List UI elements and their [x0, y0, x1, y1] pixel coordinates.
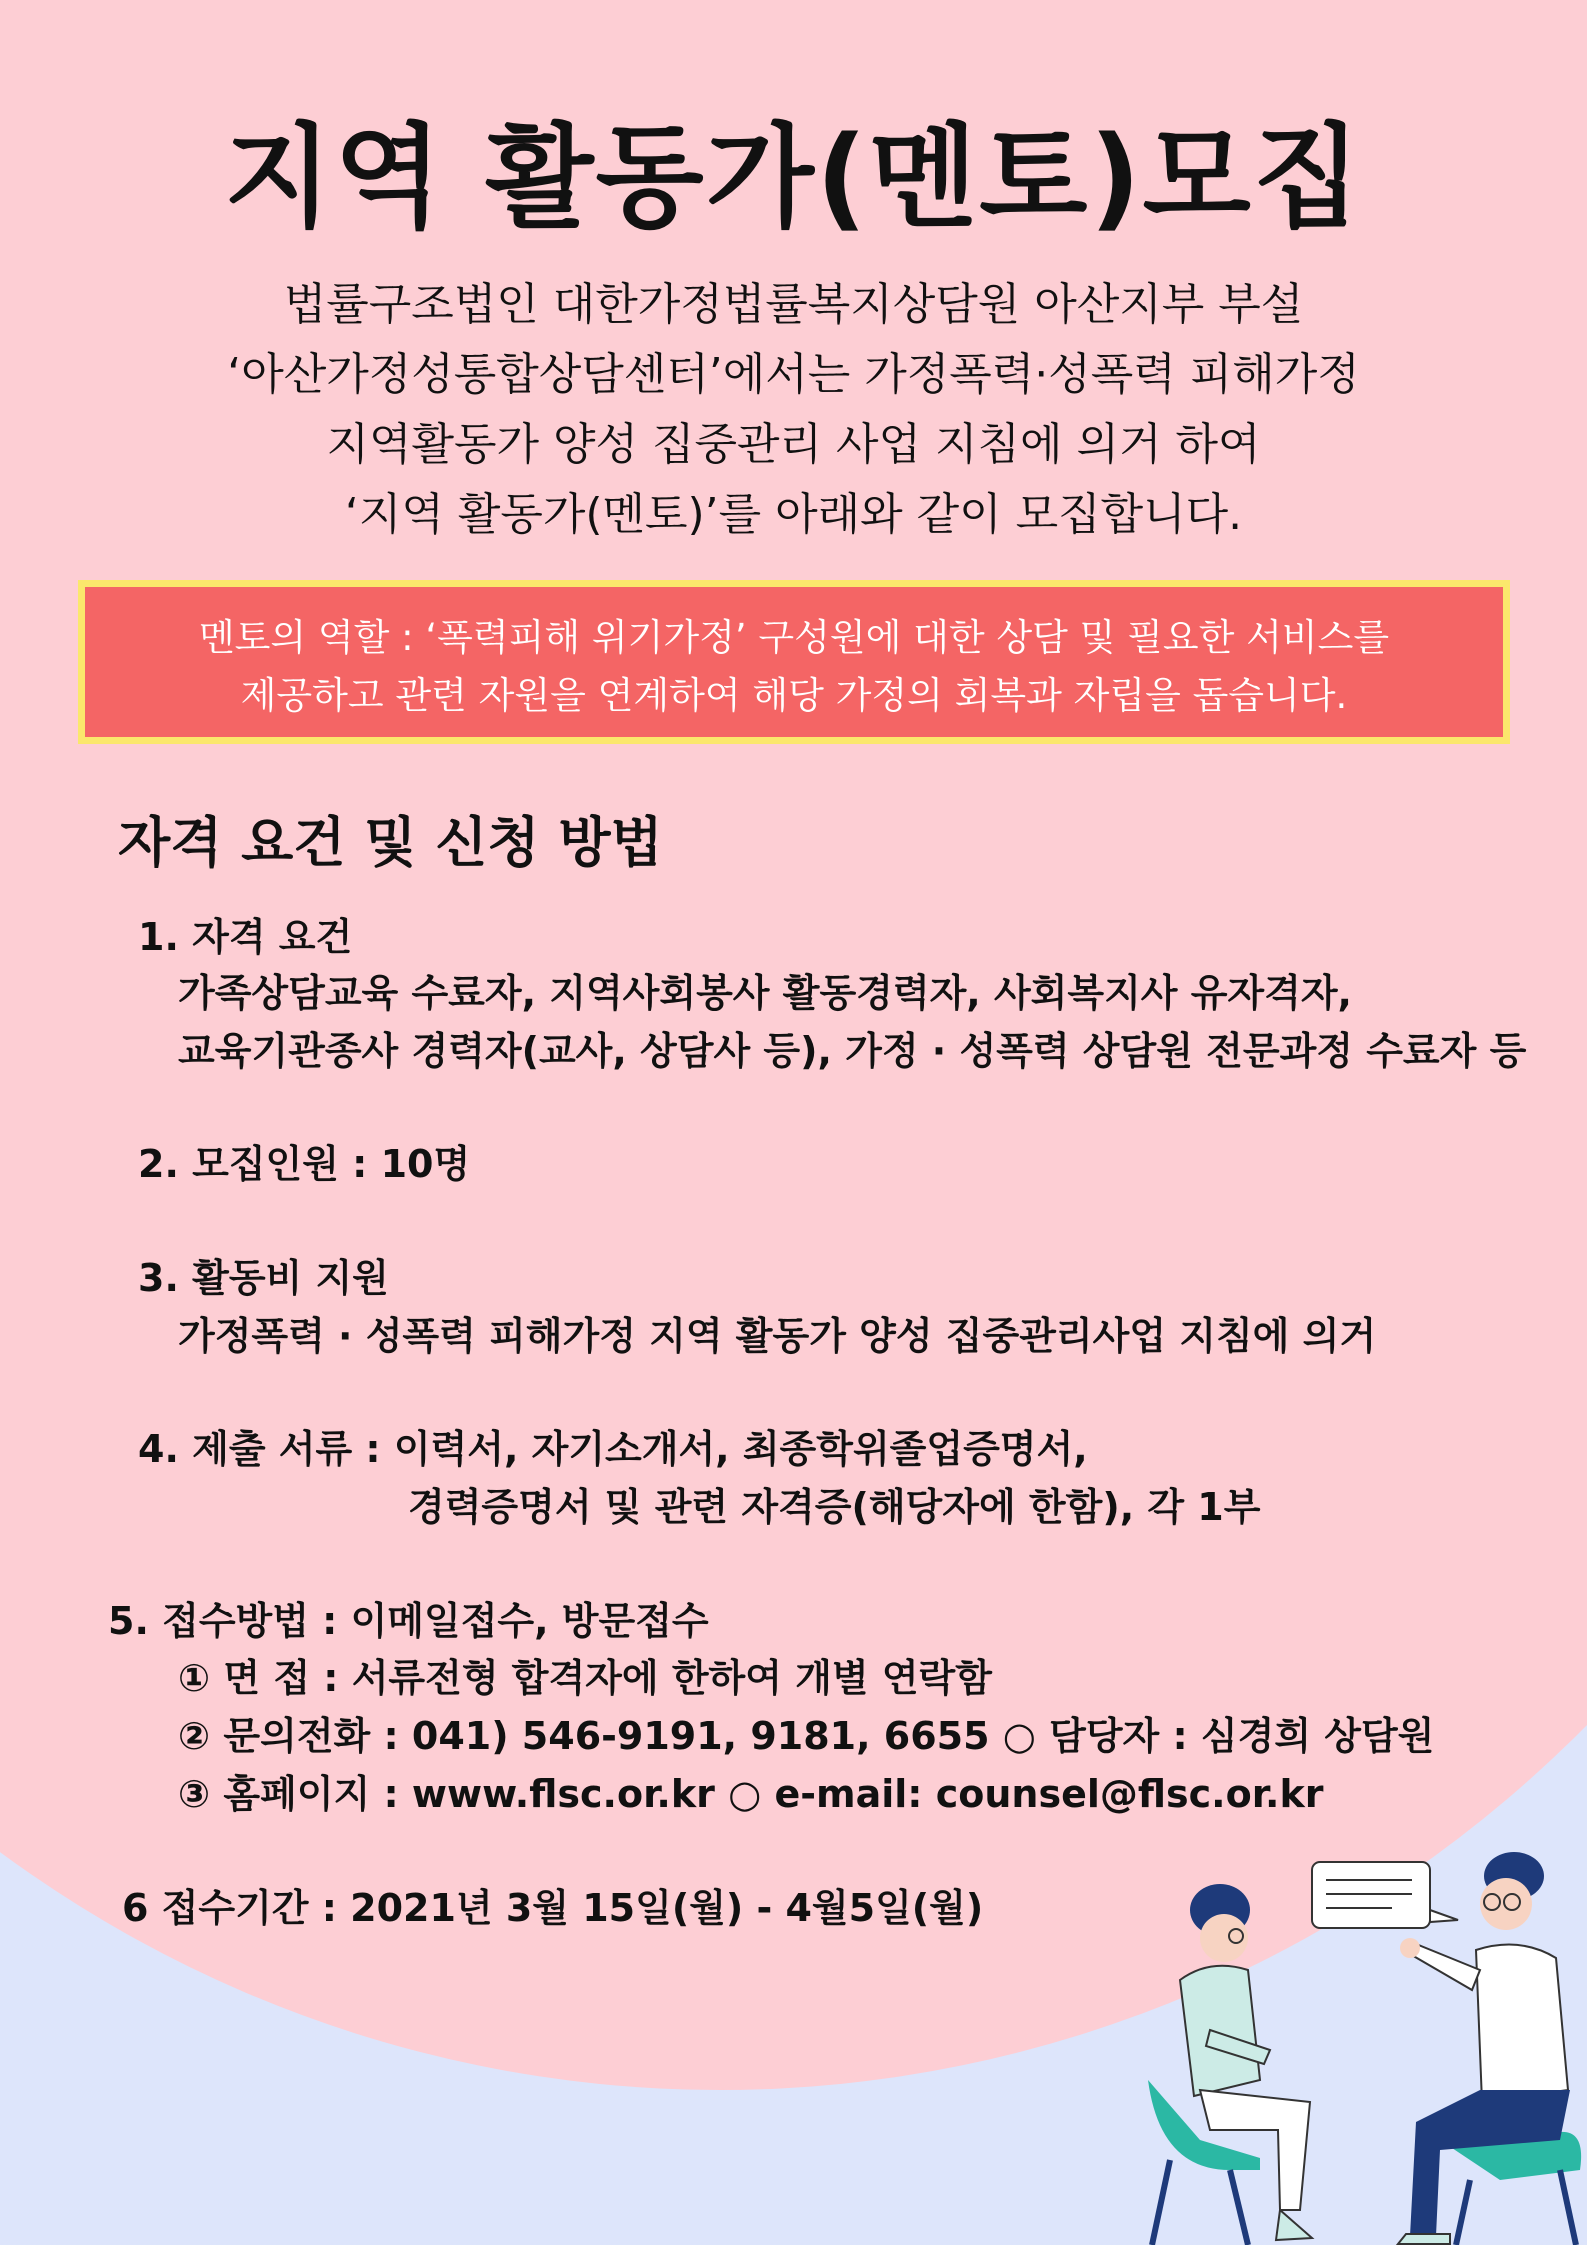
qualification-title: 1. 자격 요건 — [138, 915, 353, 959]
method-interview: ① 면 접 : 서류전형 합격자에 한하여 개별 연락함 — [178, 1656, 992, 1700]
method-contact: ② 문의전화 : 041) 546-9191, 9181, 6655 ○ 담당자 : 심경희 상담원 — [178, 1714, 1435, 1758]
banner-line: 멘토의 역할 : ‘폭력피해 위기가정’ 구성원에 대한 상담 및 필요한 서비스를 — [198, 616, 1390, 659]
chair-icon — [1440, 2132, 1581, 2245]
woman-figure-icon — [1180, 1884, 1312, 2240]
support-title: 3. 활동비 지원 — [138, 1256, 389, 1300]
documents-line: 4. 제출 서류 : 이력서, 자기소개서, 최종학위졸업증명서, — [138, 1427, 1088, 1471]
intro-paragraph — [0, 270, 1587, 550]
application-period: 6 접수기간 : 2021년 3월 15일(월) - 4월5일(월) — [122, 1886, 984, 1930]
intro-line: 법률구조법인 대한가정법률복지상담원 아산지부 부설 — [283, 279, 1304, 330]
method-title: 5. 접수방법 : 이메일접수, 방문접수 — [108, 1599, 709, 1643]
method-homepage: ③ 홈페이지 : www.flsc.or.kr ○ e-mail: counsel@flsc.or.kr — [178, 1772, 1324, 1816]
documents-line: 경력증명서 및 관련 자격증(해당자에 한함), 각 1부 — [408, 1485, 1261, 1529]
qualification-line: 가족상담교육 수료자, 지역사회봉사 활동경력자, 사회복지사 유자격자, — [178, 971, 1352, 1015]
counseling-illustration — [1140, 1840, 1587, 2245]
qualification-line: 교육기관종사 경력자(교사, 상담사 등), 가정 · 성폭력 상담원 전문과정 수료자 등 — [178, 1029, 1527, 1073]
page-title: 지역 활동가(멘토)모집 — [223, 113, 1364, 243]
section-title: 자격 요건 및 신청 방법 — [118, 811, 663, 874]
recruit-count: 2. 모집인원 : 10명 — [138, 1142, 471, 1186]
banner-line: 제공하고 관련 자원을 연계하여 해당 가정의 회복과 자립을 돕습니다. — [240, 674, 1348, 717]
intro-line: 지역활동가 양성 집중관리 사업 지침에 의거 하여 — [326, 419, 1261, 470]
support-line: 가정폭력 · 성폭력 피해가정 지역 활동가 양성 집중관리사업 지침에 의거 — [178, 1314, 1377, 1358]
speech-bubble-icon — [1312, 1862, 1458, 1928]
intro-line: ‘아산가정성통합상담센터’에서는 가정폭력·성폭력 피해가정 — [227, 349, 1360, 400]
mentor-role-banner — [78, 580, 1510, 744]
intro-line: ‘지역 활동가(멘토)’를 아래와 같이 모집합니다. — [344, 489, 1243, 540]
